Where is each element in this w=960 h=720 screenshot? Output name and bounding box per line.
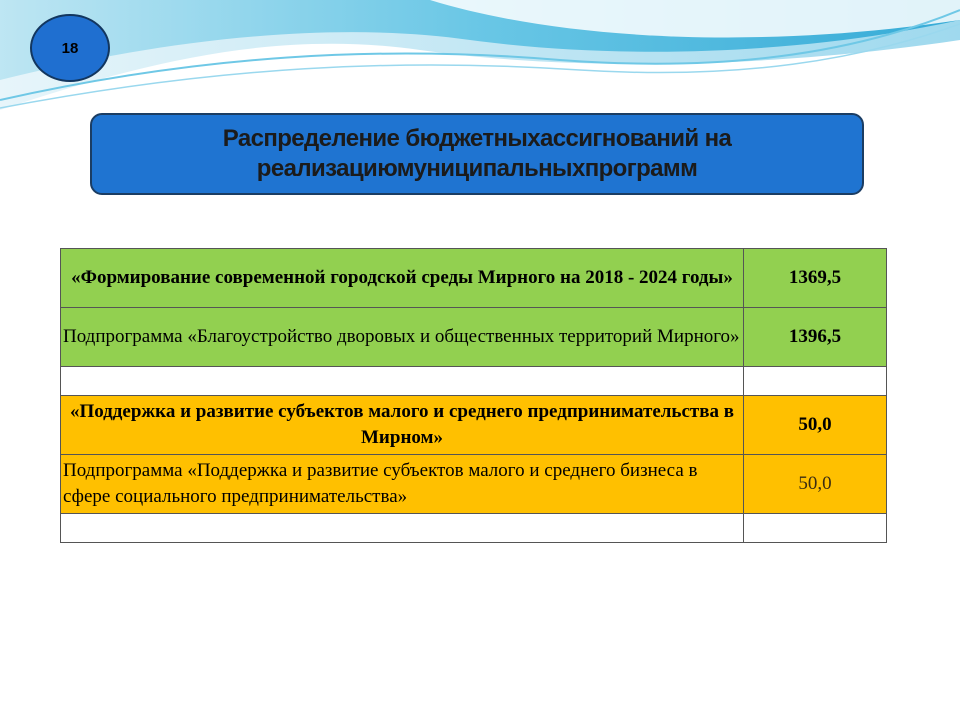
empty-cell [744, 514, 887, 543]
page-title: Распределение бюджетныхассигнований на реализациюмуниципальныхпрограмм [222, 125, 732, 182]
table-row [61, 367, 887, 396]
subprogram-name-cell: Подпрограмма «Поддержка и развитие субъектов малого и среднего бизнеса в сфере социального предпринимательства» [61, 455, 744, 514]
program-amount-cell: 50,0 [744, 396, 887, 455]
slide-number: 18 [61, 39, 79, 57]
empty-cell [61, 514, 744, 543]
table-row [61, 514, 887, 543]
subprogram-name-cell: Подпрограмма «Благоустройство дворовых и общественных территорий Мирного» [61, 308, 744, 367]
empty-cell [744, 367, 887, 396]
table-row [61, 455, 887, 514]
subprogram-amount-cell: 50,0 [744, 455, 887, 514]
program-amount-cell: 1369,5 [744, 249, 887, 308]
program-name-cell: «Поддержка и развитие субъектов малого и среднего предпринимательства в Мирном» [61, 396, 744, 455]
title-box [90, 113, 864, 195]
table-row [61, 308, 887, 367]
wave-background [0, 0, 960, 130]
table-row [61, 396, 887, 455]
table-row [61, 249, 887, 308]
budget-table [60, 248, 887, 543]
subprogram-amount-cell: 1396,5 [744, 308, 887, 367]
empty-cell [61, 367, 744, 396]
program-name-cell: «Формирование современной городской среды Мирного на 2018 - 2024 годы» [61, 249, 744, 308]
slide-number-badge [30, 14, 110, 82]
